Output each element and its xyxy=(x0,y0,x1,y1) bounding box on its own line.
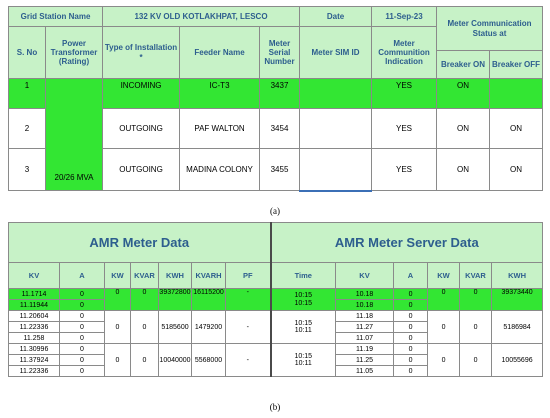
table-row-kv: 11.30996 xyxy=(9,344,60,355)
group-kw: 0 xyxy=(105,289,131,311)
amr-meter-data-title: AMR Meter Data xyxy=(9,223,271,263)
table-row-server-a: 0 xyxy=(394,366,428,377)
table-row-a: 0 xyxy=(60,311,105,322)
group-kwh: 39372800 xyxy=(159,289,192,311)
station-label: Grid Station Name xyxy=(9,7,103,27)
row1-feeder: IC-T3 xyxy=(180,79,260,109)
table-row-a: 0 xyxy=(60,300,105,311)
table-row-server-kv: 10.18 xyxy=(336,300,394,311)
table-row-server-a: 0 xyxy=(394,300,428,311)
caption-b: (b) xyxy=(269,402,281,412)
group-kvar: 0 xyxy=(131,289,159,311)
amr-data-table xyxy=(8,222,543,377)
col-kv: KV xyxy=(9,263,60,289)
row2-serial: 3454 xyxy=(260,109,300,149)
group-server-kwh: 10055696 xyxy=(492,344,543,377)
col-breaker-off: Breaker OFF xyxy=(490,51,543,79)
table-row-a: 0 xyxy=(60,322,105,333)
row3-breaker-off: ON xyxy=(490,149,543,191)
table-row-a: 0 xyxy=(60,344,105,355)
group-kvarh: 5568000 xyxy=(192,344,226,377)
station-name: 132 KV OLD KOTLAKHPAT, LESCO xyxy=(103,7,300,27)
col-server-kvar: KVAR xyxy=(460,263,492,289)
table-row-a: 0 xyxy=(60,289,105,300)
group-kwh: 5185600 xyxy=(159,311,192,344)
group-kvar: 0 xyxy=(131,344,159,377)
row3-breaker-on: ON xyxy=(437,149,490,191)
group-server-kw: 0 xyxy=(428,311,460,344)
table-row-server-kv: 11.05 xyxy=(336,366,394,377)
table-row-server-a: 0 xyxy=(394,344,428,355)
table-row-kv: 11.20604 xyxy=(9,311,60,322)
table-row-server-a: 0 xyxy=(394,333,428,344)
col-kwh: KWH xyxy=(159,263,192,289)
col-kvarh: KVARH xyxy=(192,263,226,289)
amr-server-data-title: AMR Meter Server Data xyxy=(271,223,543,263)
table-row-server-a: 0 xyxy=(394,355,428,366)
table-row-a: 0 xyxy=(60,333,105,344)
table-row-kv: 11.22336 xyxy=(9,366,60,377)
group-pf: - xyxy=(226,289,271,311)
col-sim: Meter SIM ID xyxy=(300,27,372,79)
group-kvarh: 16115200 xyxy=(192,289,226,311)
caption-a: (a) xyxy=(270,206,280,216)
row3-indication: YES xyxy=(372,149,437,191)
transformer-rating: 20/26 MVA xyxy=(46,79,103,191)
group-server-kwh: 5186984 xyxy=(492,311,543,344)
col-server-kw: KW xyxy=(428,263,460,289)
table-row-server-kv: 11.18 xyxy=(336,311,394,322)
row3-sno: 3 xyxy=(9,149,46,191)
row3-sim xyxy=(300,149,372,191)
row2-sno: 2 xyxy=(9,109,46,149)
table-row-server-a: 0 xyxy=(394,289,428,300)
row1-indication: YES xyxy=(372,79,437,109)
col-time: Time xyxy=(271,263,336,289)
col-kvar: KVAR xyxy=(131,263,159,289)
table-row-kv: 11.22336 xyxy=(9,322,60,333)
group-server-kvar: 0 xyxy=(460,311,492,344)
row2-breaker-off: ON xyxy=(490,109,543,149)
col-server-kv: KV xyxy=(336,263,394,289)
row3-feeder: MADINA COLONY xyxy=(180,149,260,191)
group-server-kvar: 0 xyxy=(460,344,492,377)
table-row-kv: 11.1714 xyxy=(9,289,60,300)
group-server-kvar: 0 xyxy=(460,289,492,311)
row1-sno: 1 xyxy=(9,79,46,109)
row3-type: OUTGOING xyxy=(103,149,180,191)
group-server-kwh: 39373440 xyxy=(492,289,543,311)
group-pf: - xyxy=(226,344,271,377)
group-pf: - xyxy=(226,311,271,344)
meter-communication-table xyxy=(8,6,543,192)
row1-type: INCOMING xyxy=(103,79,180,109)
row1-serial: 3437 xyxy=(260,79,300,109)
row1-breaker-off xyxy=(490,79,543,109)
table-row-server-a: 0 xyxy=(394,322,428,333)
table-row-server-a: 0 xyxy=(394,311,428,322)
table-row-server-kv: 11.27 xyxy=(336,322,394,333)
row2-breaker-on: ON xyxy=(437,109,490,149)
row1-breaker-on: ON xyxy=(437,79,490,109)
date-label: Date xyxy=(300,7,372,27)
row2-indication: YES xyxy=(372,109,437,149)
table-row-server-kv: 11.07 xyxy=(336,333,394,344)
col-sno: S. No xyxy=(9,27,46,79)
col-comm-ind: Meter Communition Indication xyxy=(372,27,437,79)
group-kvarh: 1479200 xyxy=(192,311,226,344)
col-server-a: A xyxy=(394,263,428,289)
row2-feeder: PAF WALTON xyxy=(180,109,260,149)
col-feeder: Feeder Name xyxy=(180,27,260,79)
table-row-a: 0 xyxy=(60,366,105,377)
col-install-type: Type of Installation * xyxy=(103,27,180,79)
group-kw: 0 xyxy=(105,311,131,344)
row2-sim xyxy=(300,109,372,149)
row3-serial: 3455 xyxy=(260,149,300,191)
col-a: A xyxy=(60,263,105,289)
group-server-kw: 0 xyxy=(428,344,460,377)
group-kvar: 0 xyxy=(131,311,159,344)
group-time: 10:15 10:15 xyxy=(271,289,336,311)
date-value: 11-Sep-23 xyxy=(372,7,437,27)
table-row-server-kv: 11.25 xyxy=(336,355,394,366)
col-breaker-on: Breaker ON xyxy=(437,51,490,79)
group-kwh: 10040000 xyxy=(159,344,192,377)
group-time: 10:15 10:11 xyxy=(271,344,336,377)
table-row-kv: 11.37924 xyxy=(9,355,60,366)
table-row-server-kv: 11.19 xyxy=(336,344,394,355)
row2-type: OUTGOING xyxy=(103,109,180,149)
col-kw: KW xyxy=(105,263,131,289)
group-kw: 0 xyxy=(105,344,131,377)
comm-status-header: Meter Communication Status at xyxy=(437,7,543,51)
col-transformer: Power Transformer (Rating) xyxy=(46,27,103,79)
table-row-kv: 11.258 xyxy=(9,333,60,344)
table-row-kv: 11.11944 xyxy=(9,300,60,311)
col-pf: PF xyxy=(226,263,271,289)
row1-sim xyxy=(300,79,372,109)
col-server-kwh: KWH xyxy=(492,263,543,289)
group-server-kw: 0 xyxy=(428,289,460,311)
table-row-server-kv: 10.18 xyxy=(336,289,394,300)
table-row-a: 0 xyxy=(60,355,105,366)
group-time: 10:15 10:11 xyxy=(271,311,336,344)
col-serial: Meter Serial Number xyxy=(260,27,300,79)
